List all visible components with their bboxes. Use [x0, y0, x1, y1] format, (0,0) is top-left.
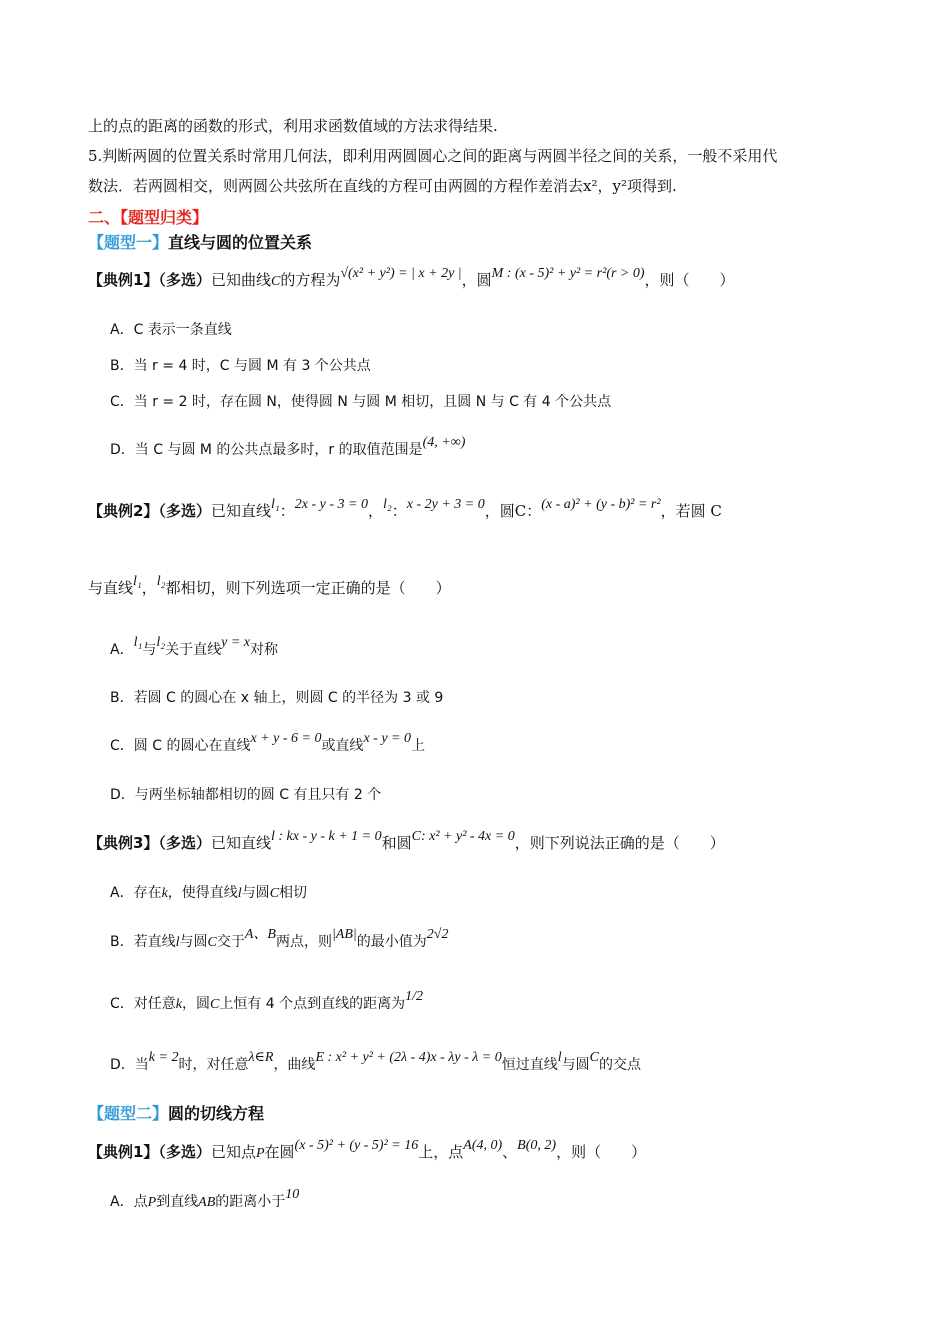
t1-ex2-opt-a-eq: y = x: [221, 635, 250, 650]
t1-ex3-opt-d-eq2: λ∈R: [248, 1050, 274, 1065]
t1-ex3-option-a: [110, 883, 307, 904]
type1-title: 直线与圆的位置关系: [168, 233, 313, 252]
t1-ex3-opt-b-e: 的最小值为: [356, 934, 427, 950]
t2-ex1-stem: [88, 1138, 647, 1164]
t1-ex3-opt-a-b: ，使得直线: [167, 885, 238, 901]
t1-ex3-opt-b-b: 与圆: [179, 934, 208, 950]
t1-ex3-opt-a-c: 与圆: [241, 885, 270, 901]
t1-ex2-line2-l1: l₁: [133, 574, 142, 589]
t1-ex1-stem: [88, 266, 735, 292]
t1-ex1-text-c: ，圆: [461, 271, 492, 289]
type2-tag: 【题型二】: [88, 1104, 169, 1123]
t1-ex2-stem: 【典例2】（多选）已知直线l₁：2x - y - 3 = 0，l₂：x - 2y + 3 = 0，圆C：(x - a)² + (y - b)² = r²，若圆 C: [88, 497, 722, 520]
type1-tag: 【题型一】: [88, 233, 169, 252]
t2-ex1-label: 【典例1】（多选）: [88, 1143, 211, 1161]
t1-ex3-opt-d-d: 恒过直线: [501, 1057, 558, 1073]
t1-ex2-opt-a-l2: l₂: [156, 635, 166, 650]
t1-ex2-opt-a-a: A．: [110, 642, 134, 658]
t1-ex3-option-d: [110, 1050, 641, 1076]
type2-heading: [88, 1104, 264, 1124]
intro-line-2: 5.判断两圆的位置关系时常用几何法，即利用两圆圆心之间的距离与两圆半径之间的关系，一般不采用代: [88, 147, 778, 165]
t1-ex1-option-c: C．当 r = 2 时，存在圆 N，使得圆 N 与圆 M 相切，且圆 N 与 C 有 4 个公共点: [110, 394, 612, 410]
t1-ex3-text-c: ，则下列说法正确的是（ ）: [514, 834, 725, 852]
t2-ex1-eq-b: B(0, 2): [517, 1138, 557, 1153]
t1-ex1-option-a: A．C 表示一条直线: [110, 322, 232, 338]
t1-ex2-opt-c-eq1: x + y - 6 = 0: [250, 731, 322, 746]
t1-ex3-opt-c-c: 上恒有 4 个点到直线的距离为: [219, 996, 406, 1012]
type2-title: 圆的切线方程: [168, 1104, 265, 1123]
t1-ex1-option-d: D．当 C 与圆 M 的公共点最多时，r 的取值范围是: [110, 442, 423, 458]
t2-ex1-text-a: 已知点: [210, 1143, 256, 1161]
t1-ex3-opt-d-eq1: k = 2: [148, 1050, 179, 1065]
t1-ex3-opt-b-val: 2√2: [426, 927, 449, 942]
t1-ex2-eq3: (x - a)² + (y - b)² = r²: [541, 497, 661, 512]
t2-ex1-eq-a: A(4, 0): [463, 1138, 503, 1153]
t1-ex1-text-b: 的方程为: [280, 271, 341, 289]
t1-ex2-line2-l2: l₂: [156, 574, 166, 589]
t1-ex2-opt-a-l1: l₁: [133, 635, 143, 650]
t1-ex3-opt-b-abs: |AB|: [331, 927, 357, 942]
t2-ex1-var-p: P: [255, 1146, 265, 1161]
t1-ex3-opt-a-cc: C: [269, 886, 280, 901]
t1-ex2-option-b: B．若圆 C 的圆心在 x 轴上，则圆 C 的半径为 3 或 9: [110, 690, 444, 706]
t2-ex1-opt-a-c: 的距离小于: [215, 1194, 286, 1210]
type1-heading: [88, 233, 312, 253]
intro-line-1: 上的点的距离的函数的形式，利用求函数值域的方法求得结果.: [88, 117, 498, 135]
intro-line-3: 数法．若两圆相交，则两圆公共弦所在直线的方程可由两圆的方程作差消去x²，y²项得到.: [88, 177, 677, 195]
t1-ex1-option-d-eq: (4, +∞): [422, 435, 466, 450]
t1-ex2-text-b: ，圆C：: [484, 502, 542, 520]
t1-ex3-opt-d-e: 与圆: [561, 1057, 590, 1073]
t1-ex3-opt-c-cc: C: [210, 997, 220, 1012]
t1-ex2-opt-a-c: 关于直线: [165, 642, 222, 658]
t1-ex2-eq1: 2x - y - 3 = 0: [294, 497, 368, 512]
t1-ex3-opt-d-a: D．当: [110, 1057, 149, 1073]
t1-ex3-eq2: C: x² + y² - 4x = 0: [411, 829, 515, 844]
t2-ex1-text-b: 在圆: [264, 1143, 295, 1161]
t1-ex3-opt-b-d: 两点，则: [275, 934, 332, 950]
t1-ex3-opt-c-b: ，圆: [182, 996, 210, 1012]
t1-ex1-text-d: ，则（ ）: [644, 271, 735, 289]
t2-ex1-text-e: ，则（ ）: [556, 1143, 647, 1161]
t1-ex3-opt-c-val: 1/2: [405, 989, 424, 1004]
t1-ex3-opt-b-a: B．若直线: [110, 934, 176, 950]
t1-ex3-option-b: [110, 927, 449, 953]
t1-ex2-line2-b: 都相切，则下列选项一定正确的是（ ）: [165, 579, 451, 597]
t2-ex1-eq1: (x - 5)² + (y - 5)² = 16: [294, 1138, 419, 1153]
section-title: 二、【题型归类】: [88, 208, 209, 227]
t1-ex2-label: 【典例2】（多选）: [88, 502, 211, 520]
t1-ex3-text-a: 已知直线: [210, 834, 271, 852]
t1-ex3-opt-b-cc: C: [207, 935, 217, 950]
t1-ex3-opt-a-k: k: [161, 886, 168, 901]
t1-ex3-option-c: [110, 989, 424, 1015]
t1-ex2-opt-c-eq2: x - y = 0: [363, 731, 411, 746]
t1-ex3-opt-b-l: l: [175, 935, 180, 950]
t1-ex2-stem-2: 与直线l₁，l₂都相切，则下列选项一定正确的是（ ）: [88, 574, 451, 597]
t1-ex2-opt-a-b: 与: [142, 642, 157, 658]
t1-ex2-eq2: x - 2y + 3 = 0: [406, 497, 485, 512]
t1-ex3-opt-b-c: 交于: [216, 934, 245, 950]
t2-ex1-text-c: 上，点: [418, 1143, 464, 1161]
t2-ex1-opt-a-a: A．点: [110, 1194, 148, 1210]
t1-ex2-line2-a: 与直线: [88, 579, 134, 597]
t1-ex2-text-c: ，若圆 C: [660, 502, 722, 520]
t1-ex2-option-d: D．与两坐标轴都相切的圆 C 有且只有 2 个: [110, 787, 382, 803]
t1-ex2-l1: l₁: [270, 497, 280, 512]
t1-ex1-eq2: M : (x - 5)² + y² = r²(r > 0): [491, 266, 645, 281]
t1-ex3-opt-b-ab: A、B: [244, 927, 276, 942]
t1-ex3-opt-d-b: 时，对任意: [178, 1057, 249, 1073]
t1-ex1-option-b: B．当 r = 4 时，C 与圆 M 有 3 个公共点: [110, 358, 371, 374]
t2-ex1-opt-a-ab: AB: [198, 1195, 216, 1210]
t1-ex3-label: 【典例3】（多选）: [88, 834, 211, 852]
t2-ex1-opt-a-val: 10: [285, 1187, 300, 1202]
t1-ex2-opt-c-b: 或直线: [321, 738, 364, 754]
t1-ex3-opt-c-a: C．对任意: [110, 996, 176, 1012]
t1-ex3-opt-a-l: l: [237, 886, 242, 901]
t1-ex3-opt-d-cc: C: [589, 1050, 599, 1065]
t1-ex3-opt-d-f: 的交点: [598, 1057, 641, 1073]
t1-ex1-option-d-line: [110, 435, 466, 461]
t1-ex2-opt-a-d: 对称: [249, 642, 278, 658]
t1-ex3-opt-d-eq3: E : x² + y² + (2λ - 4)x - λy - λ = 0: [315, 1050, 502, 1065]
t1-ex3-opt-a-a: A．存在: [110, 885, 162, 901]
t2-ex1-opt-a-p: P: [147, 1195, 157, 1210]
t1-ex1-eq1: √(x² + y²) = | x + 2y |: [340, 266, 462, 281]
t1-ex2-opt-c-a: C．圆 C 的圆心在直线: [110, 738, 251, 754]
t1-ex3-opt-d-c: ，曲线: [273, 1057, 316, 1073]
t1-ex3-opt-c-k: k: [175, 997, 182, 1012]
t1-ex1-text-a: 已知曲线: [210, 271, 271, 289]
t1-ex3-opt-a-d: 相切: [279, 885, 308, 901]
t1-ex3-opt-d-l: l: [557, 1050, 562, 1065]
t1-ex3-stem: [88, 829, 725, 855]
t2-ex1-option-a: [110, 1187, 300, 1213]
t1-ex2-option-a: [110, 635, 278, 661]
t1-ex2-opt-c-c: 上: [410, 738, 425, 754]
t2-ex1-text-d: 、: [502, 1143, 518, 1161]
t1-ex1-label: 【典例1】（多选）: [88, 271, 211, 289]
t1-ex2-option-c: [110, 731, 425, 757]
t2-ex1-opt-a-b: 到直线: [156, 1194, 199, 1210]
t1-ex3-text-b: 和圆: [381, 834, 412, 852]
t1-ex1-var-c: C: [270, 274, 281, 289]
t1-ex3-eq1: l : kx - y - k + 1 = 0: [270, 829, 382, 844]
t1-ex2-text-a: 已知直线: [210, 502, 271, 520]
t1-ex2-l2: l₂: [382, 497, 392, 512]
